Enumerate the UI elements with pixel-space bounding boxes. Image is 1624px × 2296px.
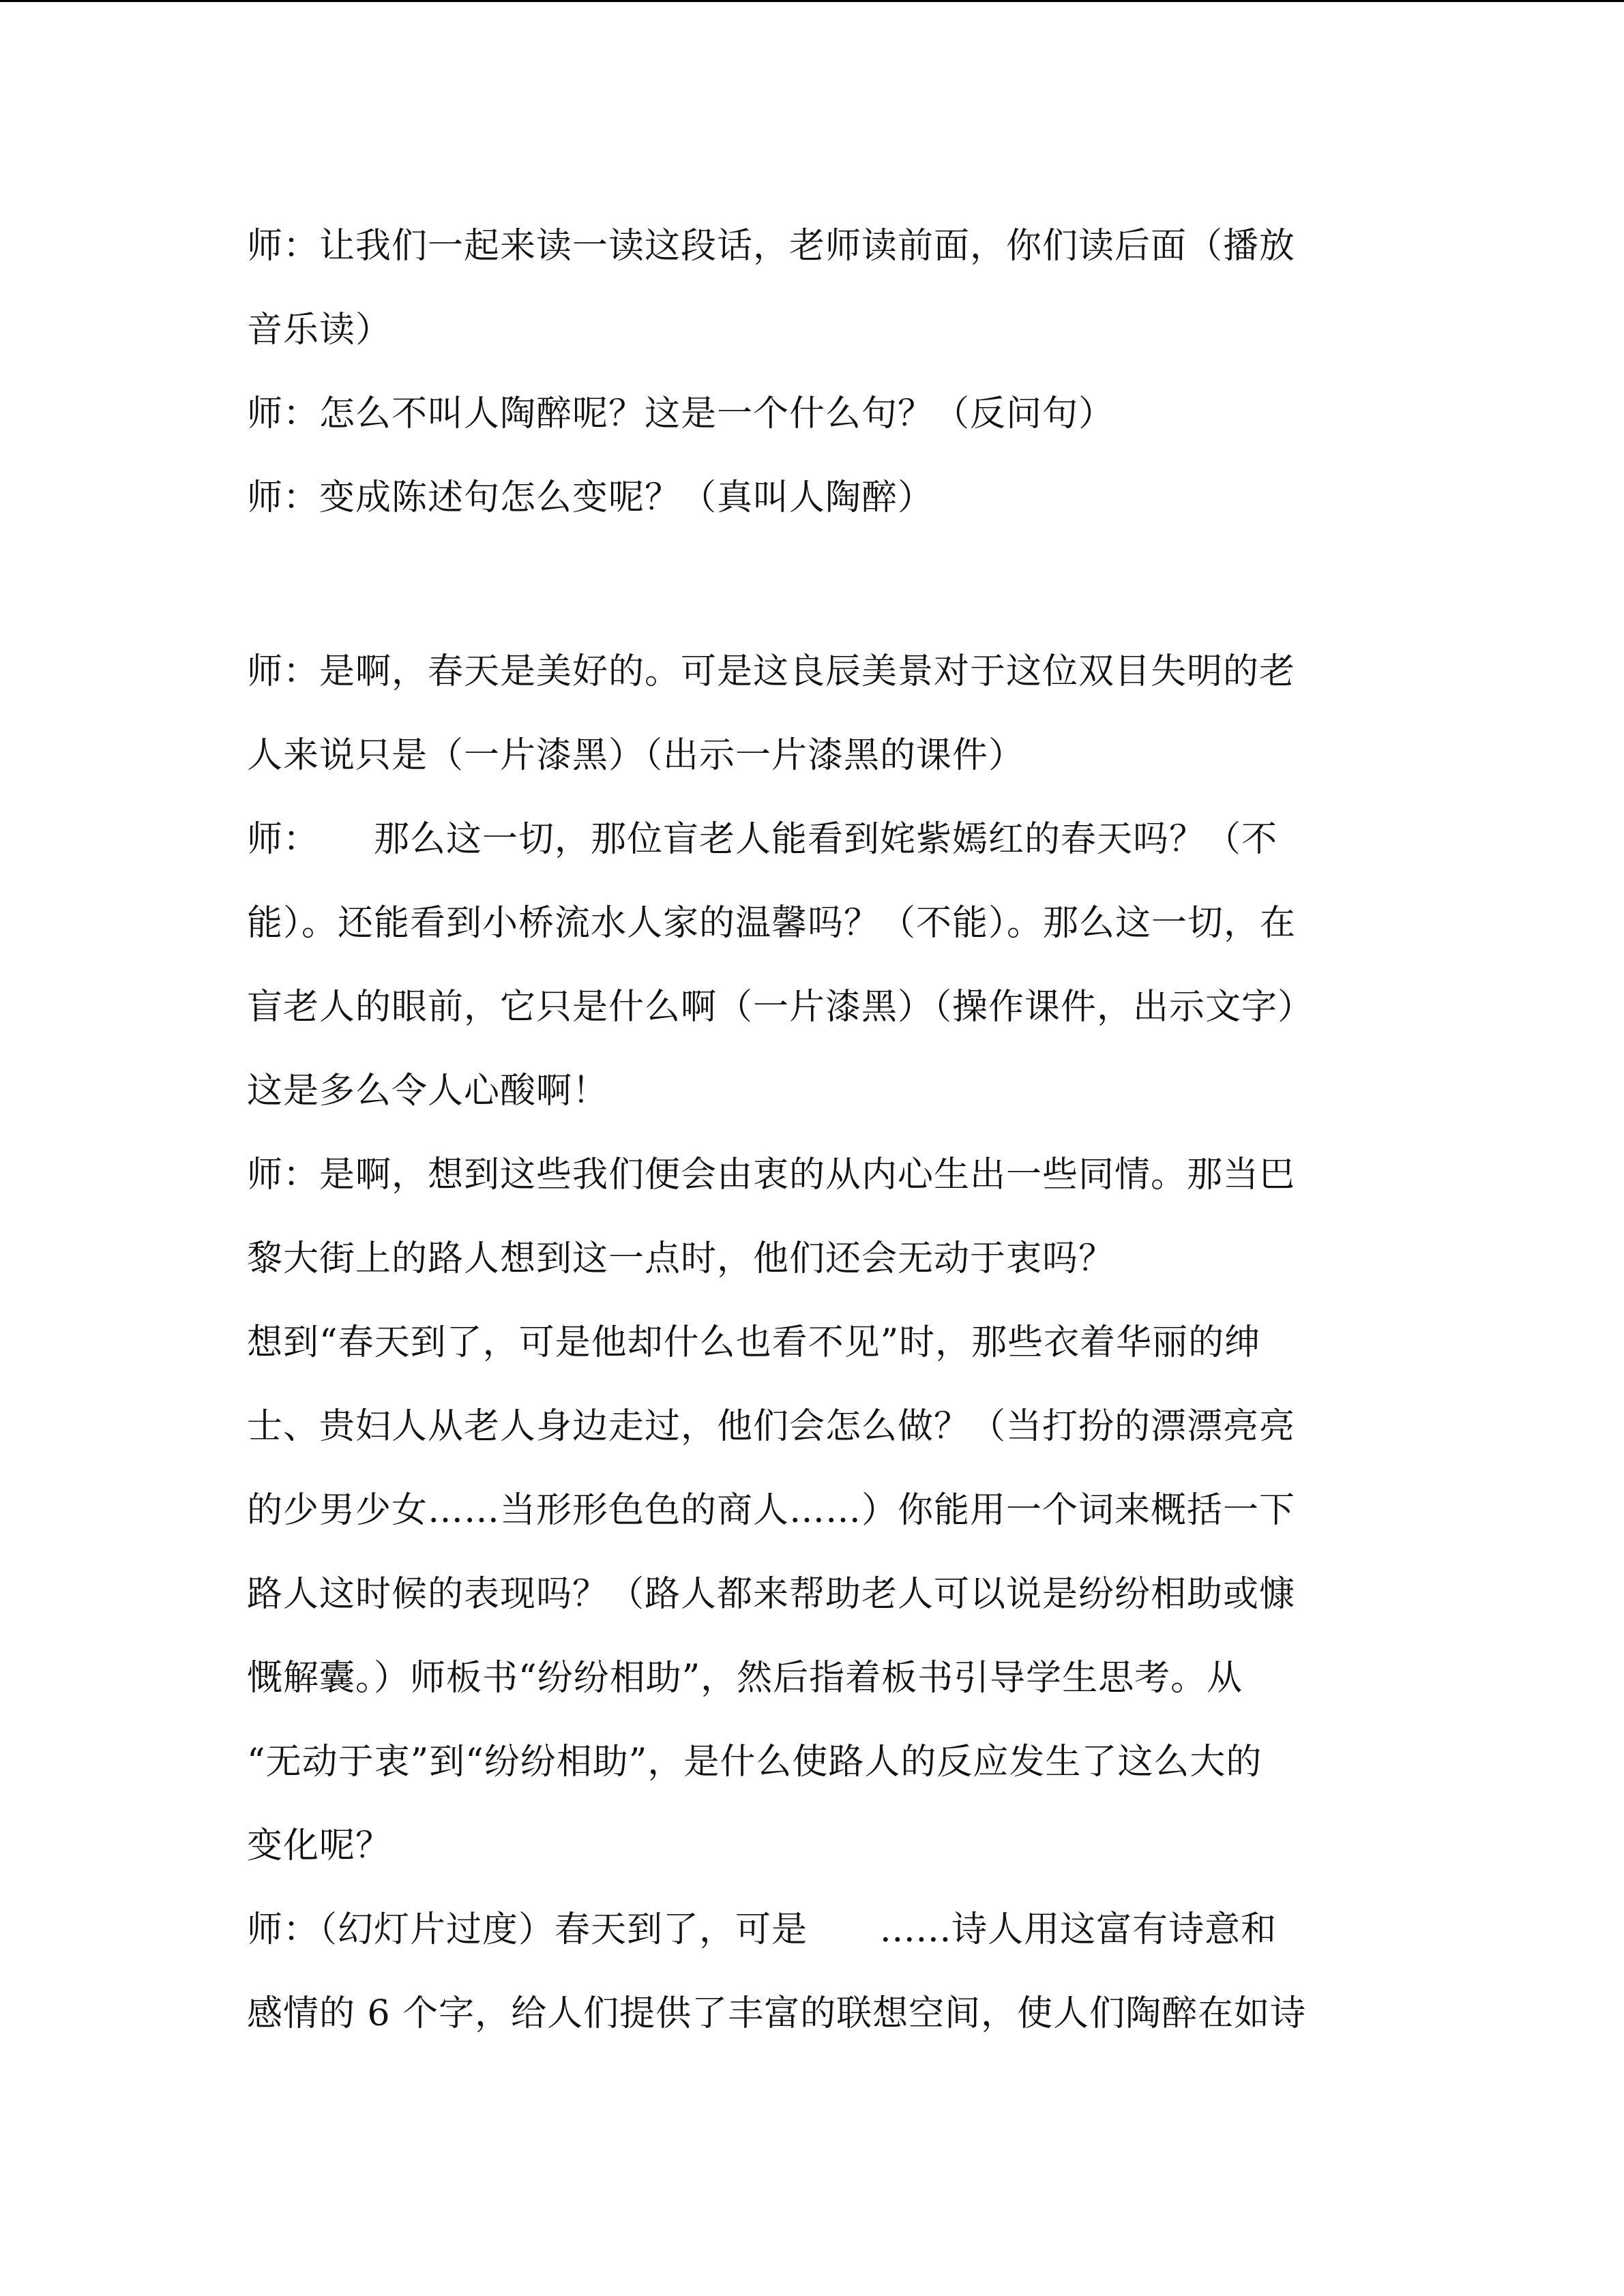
paragraph-gap (247, 540, 1379, 630)
text-line: 师： 那么这一切，那位盲老人能看到姹紫嫣红的春天吗？（不 (247, 819, 1278, 860)
text-line: 师：让我们一起来读一读这段话，老师读前面，你们读后面（播放 (247, 226, 1296, 267)
text-line: 师：怎么不叫人陶醉呢？这是一个什么句？（反问句） (247, 393, 1115, 434)
text-line: 路人这时候的表现吗？（路人都来帮助老人可以说是纷纷相助或慷 (247, 1574, 1296, 1615)
text-line: 师：（幻灯片过度）春天到了，可是 ......诗人用这富有诗意和 (247, 1909, 1278, 1950)
text-line: 师：是啊，想到这些我们便会由衷的从内心生出一些同情。那当巴 (247, 1154, 1296, 1195)
text-line: 变化呢？ (247, 1825, 392, 1866)
text-line: “无动于衷”到“纷纷相助”，是什么使路人的反应发生了这么大的 (247, 1742, 1263, 1783)
text-line: 慨解囊。）师板书“纷纷相助”，然后指着板书引导学生思考。从 (247, 1658, 1243, 1699)
text-line: 的少男少女……当形形色色的商人……）你能用一个词来概括一下 (247, 1490, 1296, 1531)
document-page (247, 205, 1379, 2056)
text-line: 人来说只是（一片漆黑）（出示一片漆黑的课件） (247, 735, 1025, 776)
text-line: 师：是啊，春天是美好的。可是这良辰美景对于这位双目失明的老 (247, 651, 1296, 692)
text-line: 想到“春天到了，可是他却什么也看不见”时，那些衣着华丽的绅 (247, 1322, 1261, 1363)
text-line: 这是多么令人心酸啊！ (247, 1071, 609, 1112)
text-line: 师：变成陈述句怎么变呢？（真叫人陶醉） (247, 477, 934, 518)
text-line: 能）。还能看到小桥流水人家的温馨吗？（不能）。那么这一切，在 (247, 903, 1297, 944)
text-line: 音乐读） (247, 310, 392, 351)
text-line: 盲老人的眼前，它只是什么啊（一片漆黑）（操作课件，出示文字） (247, 987, 1314, 1028)
text-line: 感情的 6 个字，给人们提供了丰富的联想空间，使人们陶醉在如诗 (247, 1993, 1307, 2034)
page-top-border (0, 0, 1624, 2)
text-line: 士、贵妇人从老人身边走过，他们会怎么做？（当打扮的漂漂亮亮 (247, 1406, 1296, 1447)
text-line: 黎大街上的路人想到这一点时，他们还会无动于衷吗？ (247, 1238, 1115, 1279)
